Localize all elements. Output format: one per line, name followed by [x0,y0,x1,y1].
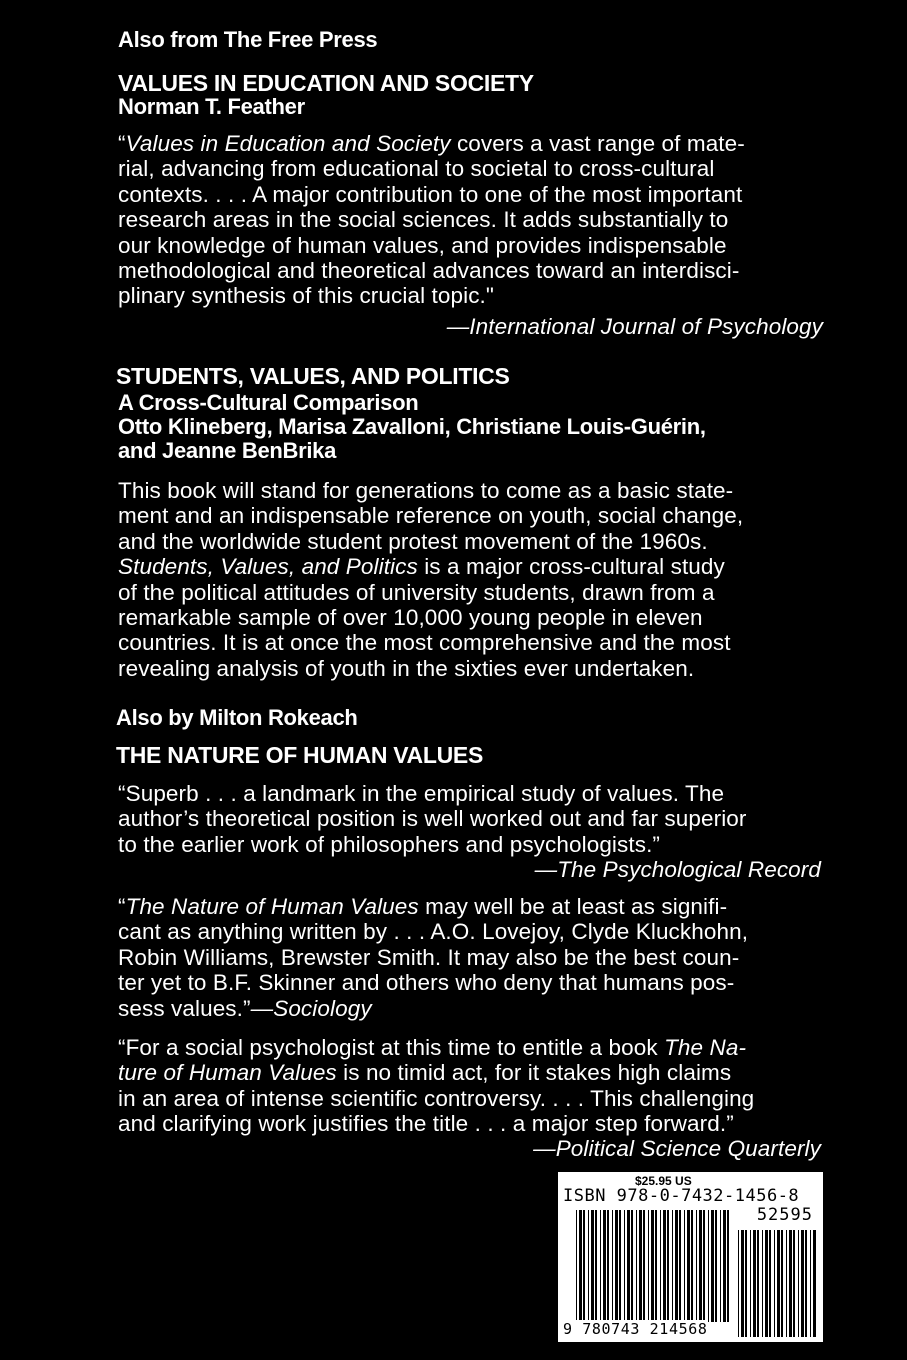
addon-barcode-bar [745,1230,747,1337]
addon-barcode-bar [781,1230,783,1337]
addon-barcode-bar [769,1230,771,1337]
book1-review-line: our knowledge of human values, and provides indispensable [118,232,727,258]
ean-barcode-bar [639,1210,642,1322]
ean-barcode-bar [612,1210,613,1322]
book3-review2 [118,894,748,1021]
header-free-press: Also from The Free Press [118,27,378,52]
addon-barcode-bar [805,1230,807,1337]
ean-barcode-bar [600,1210,601,1322]
book3-review2-line: Robin Williams, Brewster Smith. It may also be the best coun- [118,944,740,970]
ean-barcode-bar [648,1210,649,1322]
ean-barcode-bar [663,1210,666,1322]
ean-barcode-bar [723,1210,726,1322]
book2-authors-cont: and Jeanne BenBrika [118,438,337,463]
book2-desc-line: ment and an indispensable reference on youth, social change, [118,503,744,529]
book2-desc-line: of the political attitudes of university students, drawn from a [118,579,715,605]
book2-title: STUDENTS, VALUES, AND POLITICS [116,363,510,389]
book1-review-line-1: “Values in Education and Society covers a vast range of mate- [118,131,745,156]
book3-review3 [118,1035,754,1137]
also-by-heading: Also by Milton Rokeach [116,705,358,730]
book2-subtitle: A Cross-Cultural Comparison [118,390,419,415]
book3-review2-line: ter yet to B.F. Skinner and others who deny that humans pos- [118,970,735,996]
ean-barcode-bar [696,1210,697,1322]
book2-authors: Otto Klineberg, Marisa Zavalloni, Christiane Louis-Guérin, [118,414,706,439]
book3-review3-line: ture of Human Values is no timid act, for it stakes high claims [118,1060,732,1086]
book3-title: THE NATURE OF HUMAN VALUES [116,742,484,768]
ean-barcode-bar [576,1210,577,1322]
addon-barcode-bar [801,1230,804,1337]
ean-barcode-bar [603,1210,606,1322]
ean-barcode-bar [595,1210,597,1322]
addon-barcode-bar [789,1230,792,1337]
book3-review1 [118,781,747,857]
price-addon-code: 52595 [756,1205,813,1225]
addon-barcode-bar [774,1230,775,1337]
addon-barcode-bar [762,1230,763,1337]
ean-number: 9 780743 214568 [563,1320,708,1338]
addon-barcode-bar [741,1230,744,1337]
book1-review-line: methodological and theoretical advances toward an interdisci- [118,257,740,283]
ean-barcode-bar [627,1210,630,1322]
ean-barcode-bar [691,1210,693,1322]
ean-barcode-bar [624,1210,625,1322]
addon-barcode-bar [777,1230,780,1337]
ean-barcode-bar [672,1210,673,1322]
book2-description [118,478,743,681]
book1-review-line: plinary synthesis of this crucial topic." [118,283,494,309]
ean-barcode-bar [703,1210,705,1322]
book2-desc-line: and the worldwide student protest movement of the 1960s. [118,528,708,554]
book2-italic-title: Students, Values, and Politics [118,554,418,580]
ean-barcode-bar [643,1210,645,1322]
addon-barcode-bar [765,1230,768,1337]
book3-review1-source: —The Psychological Record [534,857,821,882]
book3-review2-line: “The Nature of Human Values may well be at least as signifi- [118,894,728,919]
ean-barcode-bar [631,1210,633,1322]
book1-review-line: research areas in the social sciences. It adds substantially to [118,207,729,233]
book3-review3-line: and clarifying work justifies the title . . . a major step forward.” [118,1111,734,1137]
book3-review2-line: cant as anything written by . . . A.O. Lovejoy, Clyde Kluckhohn, [118,919,749,945]
barcode-label [558,1172,823,1342]
ean-barcode-bar [579,1210,582,1322]
addon-barcode-bar [786,1230,787,1337]
book1-author: Norman T. Feather [118,94,305,119]
book2-desc-line: remarkable sample of over 10,000 young people in eleven [118,604,703,630]
book2-desc-line: revealing analysis of youth in the sixties ever undertaken. [118,655,695,681]
book3-review3-source: —Political Science Quarterly [533,1136,821,1161]
ean-barcode-bar [583,1210,585,1322]
book1-review-line: rial, advancing from educational to societal to cross-cultural [118,156,715,182]
isbn-text: ISBN 978-0-7432-1456-8 [563,1186,800,1206]
book3-italic-title: The Nature of Human Values [125,894,419,919]
book1-italic-title: Values in Education and Society [125,131,451,156]
ean-barcode-bar [684,1210,685,1322]
addon-barcode-bar [793,1230,795,1337]
book3-review3-line: in an area of intense scientific controversy. . . . This challenging [118,1085,755,1111]
book3-review1-line: author’s theoretical position is well worked out and far superior [118,806,747,832]
ean-barcode-bar [720,1210,721,1322]
ean-barcode-bar [619,1210,621,1322]
ean-barcode-bar [607,1210,609,1322]
book1-review [118,131,745,309]
ean-barcode-bar [636,1210,637,1322]
ean-barcode-bar [675,1210,678,1322]
ean-barcode-bar [687,1210,690,1322]
book3-review1-line: “Superb . . . a landmark in the empirical study of values. The [118,781,725,806]
book3-review1-line: to the earlier work of philosophers and psychologists.” [118,831,661,857]
ean-barcode-bar [651,1210,654,1322]
ean-barcode-bar [727,1210,729,1322]
ean-barcode-bar [708,1210,709,1322]
addon-barcode-bar [813,1230,816,1337]
ean-barcode-bar [667,1210,669,1322]
ean-barcode-bar [679,1210,681,1322]
book3-review2-line: sess values.”—Sociology [118,995,372,1021]
ean-barcode-bar [591,1210,594,1322]
book2-desc-line: This book will stand for generations to come as a basic state- [118,478,734,503]
book3-review2-source: —Sociology [250,995,372,1021]
addon-barcode-bar [750,1230,751,1337]
book1-review-source: —International Journal of Psychology [446,314,823,339]
book2-desc-line: Students, Values, and Politics is a major cross-cultural study [118,554,725,580]
addon-barcode-bar [798,1230,799,1337]
book1-title: VALUES IN EDUCATION AND SOCIETY [118,70,534,96]
addon-barcode-bar [753,1230,756,1337]
ean-barcode-bar [655,1210,657,1322]
ean-barcode-bar [588,1210,589,1322]
book3-review3-line: “For a social psychologist at this time to entitle a book The Na- [118,1035,747,1060]
book1-review-line: contexts. . . . A major contribution to one of the most important [118,181,743,207]
ean-barcode-bar [699,1210,702,1322]
addon-barcode-bar [810,1230,811,1337]
book2-desc-line: countries. It is at once the most comprehensive and the most [118,630,731,656]
addon-barcode-bar [738,1230,739,1337]
ean-barcode-bar [615,1210,618,1322]
ean-barcode-bar [711,1210,714,1322]
addon-barcode-bar [757,1230,759,1337]
ean-barcode-bar [715,1210,717,1322]
price-label: $25.95 US [635,1174,692,1188]
ean-barcode-bar [660,1210,661,1322]
